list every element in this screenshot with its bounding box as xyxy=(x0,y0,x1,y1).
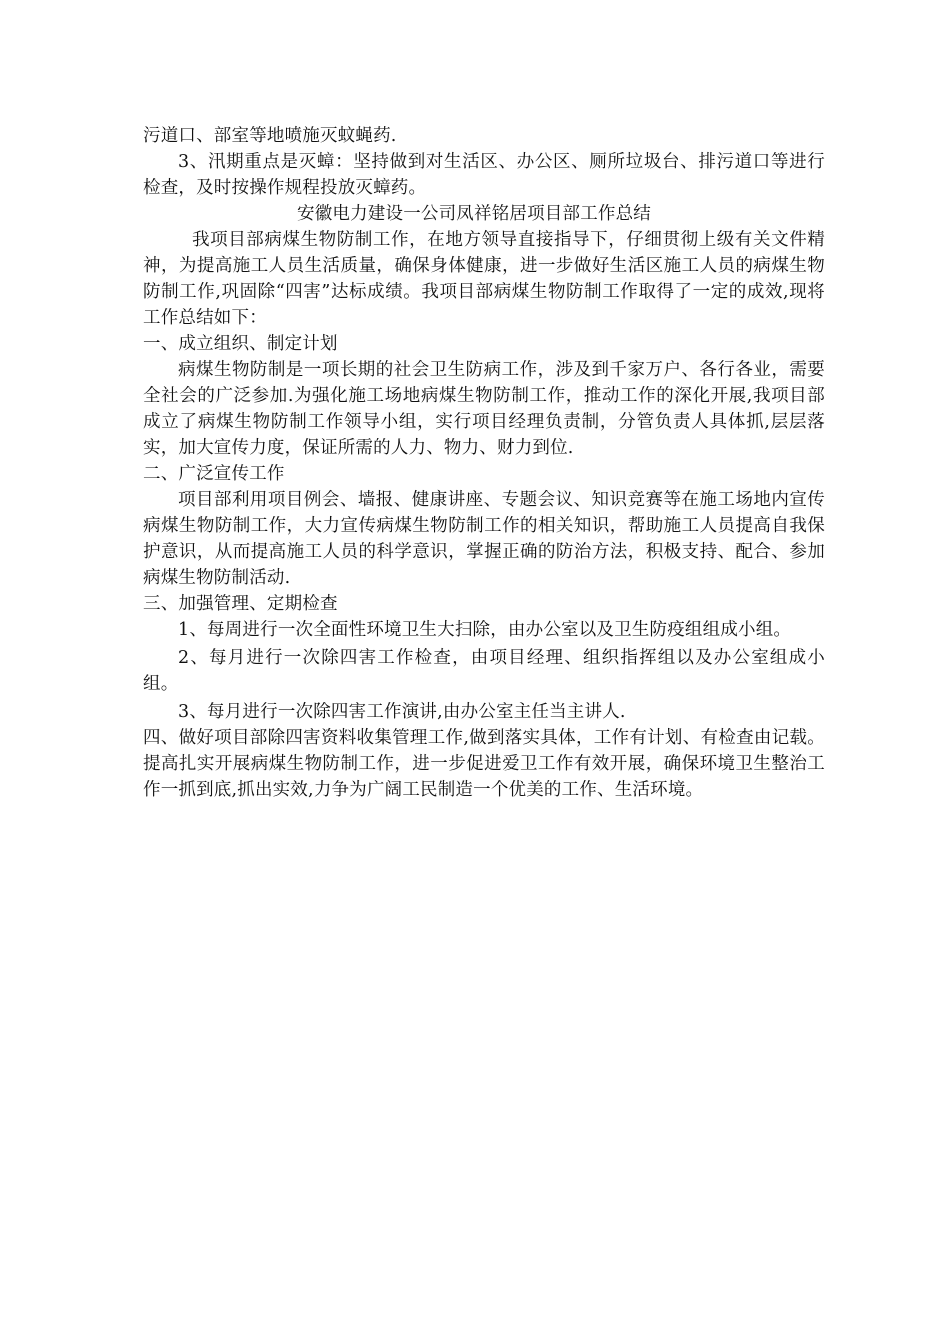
section-3-paragraph-1: 1、每周进行一次全面性环境卫生大扫除，由办公室以及卫生防疫组组成小组。 xyxy=(178,620,792,640)
opening-paragraph: 我项目部病煤生物防制工作，在地方领导直接指导下，仔细贯彻上级有关文件精神，为提高施工人员生活质量，确保身体健康，进一步做好生活区施工人员的病煤生物防制工作,巩固除“四害”达标成绩。我项目部病煤生物防制工作取得了一定的成效,现将工作总结如下： xyxy=(143,230,825,328)
section-1-paragraph-1: 病煤生物防制是一项长期的社会卫生防病工作，涉及到千家万户、各行各业，需要全社会的广泛参加.为强化施工场地病煤生物防制工作，推动工作的深化开展,我项目部成立了病煤生物防制工作领导小组，实行项目经理负责制，分管负责人具体抓,层层落实，加大宣传力度，保证所需的人力、物力、财力到位. xyxy=(143,360,825,458)
intro-paragraph-1: 污道口、部室等地喷施灭蚊蝇药. xyxy=(143,126,397,146)
section-2-paragraph-1: 项目部利用项目例会、墙报、健康讲座、专题会议、知识竞赛等在施工场地内宣传病煤生物防制工作，大力宣传病煤生物防制工作的相关知识，帮助施工人员提高自我保护意识，从而提高施工人员的科学意识，掌握正确的防治方法，积极支持、配合、参加病煤生物防制活动. xyxy=(143,490,825,588)
section-heading-1: 一、成立组织、制定计划 xyxy=(143,334,338,354)
section-heading-2: 二、广泛宣传工作 xyxy=(143,464,285,484)
section-heading-3: 三、加强管理、定期检查 xyxy=(143,594,338,614)
document-title: 安徽电力建设一公司凤祥铭居项目部工作总结 xyxy=(297,204,651,224)
document-body xyxy=(143,123,825,803)
section-3-paragraph-2: 2、每月进行一次除四害工作检查，由项目经理、组织指挥组以及办公室组成小组。 xyxy=(143,648,825,694)
intro-paragraph-2: 3、汛期重点是灭蟑：坚持做到对生活区、办公区、厕所垃圾台、排污道口等进行检查，及时按操作规程投放灭蟑药。 xyxy=(143,152,825,198)
closing-paragraph: 四、做好项目部除四害资料收集管理工作,做到落实具体，工作有计划、有检查由记载。提高扎实开展病煤生物防制工作，进一步促进爱卫工作有效开展，确保环境卫生整治工作一抓到底,抓出实效,力争为广阔工民制造一个优美的工作、生活环境。 xyxy=(143,728,825,800)
section-3-paragraph-3: 3、每月进行一次除四害工作演讲,由办公室主任当主讲人. xyxy=(178,702,626,722)
